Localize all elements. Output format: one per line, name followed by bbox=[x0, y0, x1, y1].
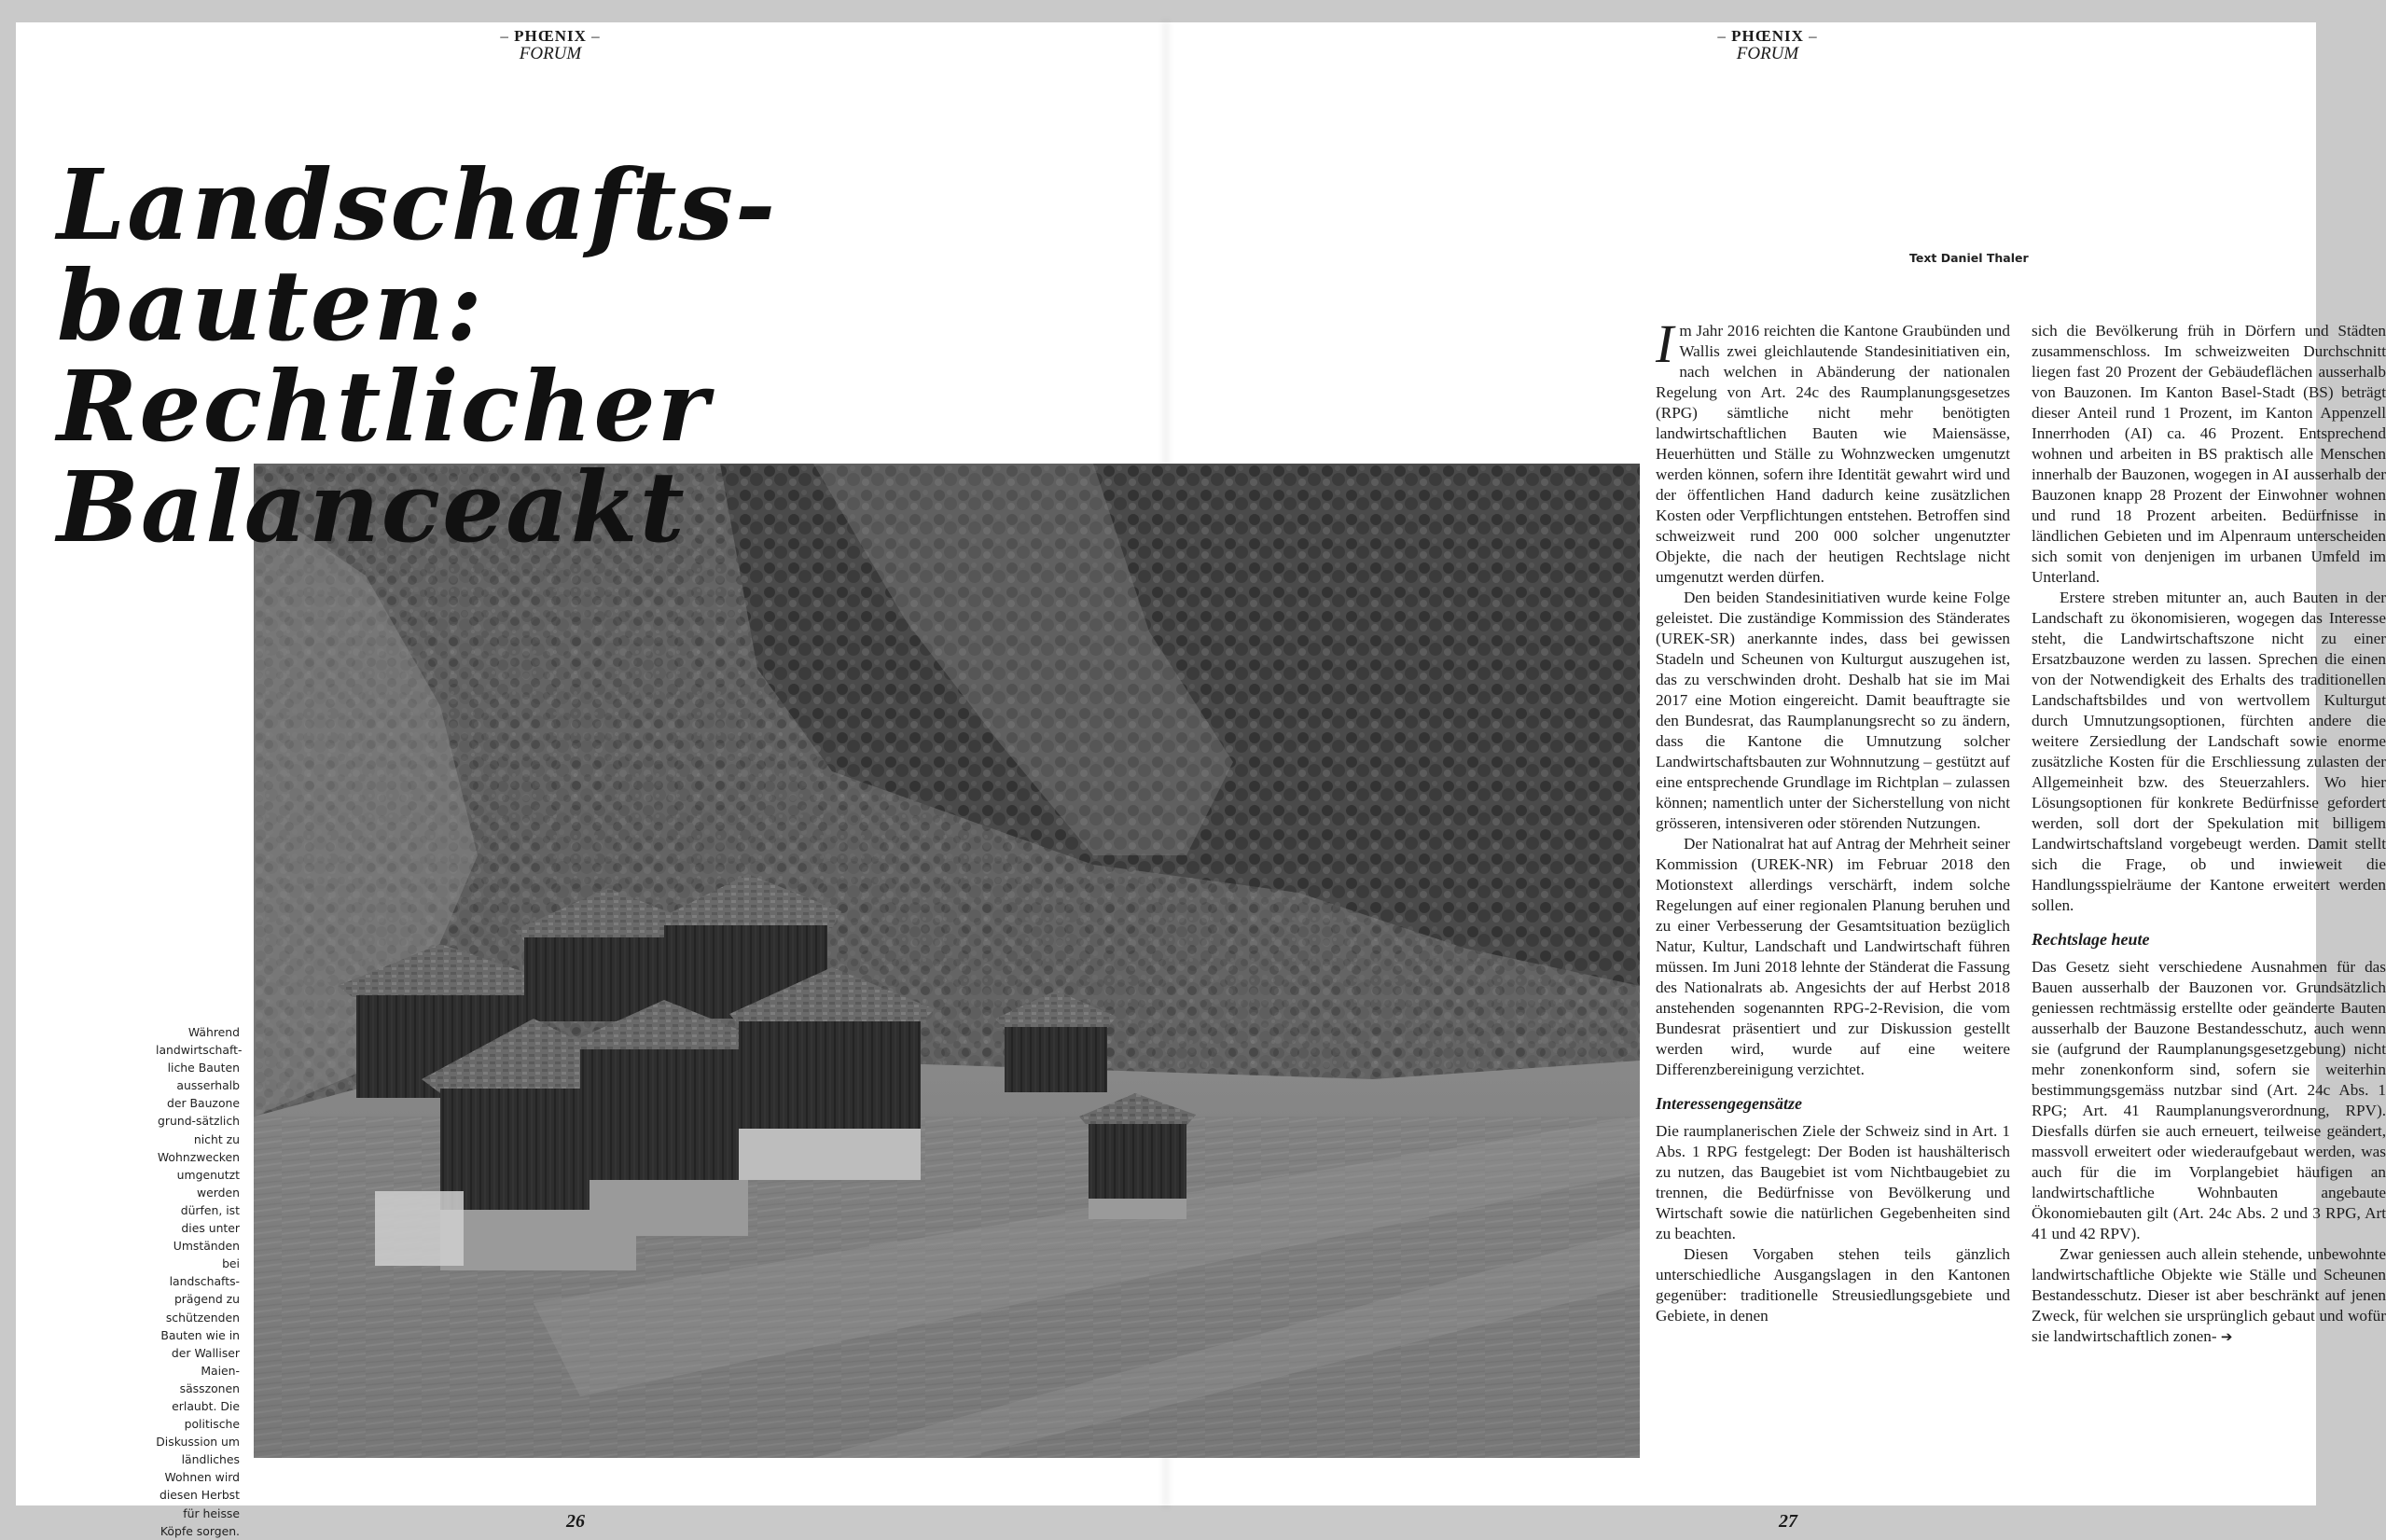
paragraph-text: Zwar geniessen auch allein stehende, unbewohnte landwirtschaftliche Objekte wie Ställe und Scheunen Bestandesschutz. Dieser ist aber beschränkt auf jenen Zweck, für welchen sie ursprünglich gebaut und wofür sie landwirtschaftlich zonen- bbox=[2032, 1245, 2386, 1345]
article-column-2 bbox=[2032, 321, 2386, 1347]
masthead-brand: PHŒNIX bbox=[1731, 27, 1804, 45]
masthead-section: FORUM bbox=[1736, 44, 1799, 63]
article-paragraph bbox=[2032, 1244, 2386, 1347]
masthead-right: – PHŒNIX – FORUM bbox=[1702, 28, 1833, 62]
headline-line: Balanceakt bbox=[57, 450, 687, 564]
subheading: Interessengegensätze bbox=[1656, 1094, 1802, 1113]
masthead-left: – PHŒNIX – FORUM bbox=[485, 28, 616, 62]
headline-line: Landschafts- bbox=[57, 147, 778, 262]
alpine-huts-photo bbox=[254, 464, 1640, 1458]
article-paragraph: Diesen Vorgaben stehen teils gänzlich unterschiedliche Ausgangslagen in den Kantonen gegenüber: traditionelle Streusiedlungsgebiete und Gebiete, in denen bbox=[1656, 1245, 2010, 1325]
byline: Text Daniel Thaler bbox=[1909, 251, 2029, 265]
paragraph-text: m Jahr 2016 reichten die Kantone Graubünden und Wallis zwei gleichlautende Standesinitiativen ein, nach welchen in Abänderung der nationalen Regelung von Art. 24c des Raumplanungsgesetzes (RPG) sämtliche nicht mehr benötigten landwirtschaftlichen Bauten wie Maiensässe, Heuerhütten und Ställe zu Wohnzwecken umgenutzt werden können, sofern ihre Identität gewahrt wird und der öffentlichen Hand dadurch keine zusätzlichen Kosten oder Verpflichtungen entstehen. Betroffen sind schweizweit rund 200 000 solcher ungenutzter Objekte, die nach der heutigen Rechtslage nicht umgenutzt werden dürfen. bbox=[1656, 322, 2010, 586]
article-paragraph: sich die Bevölkerung früh in Dörfern und Städten zusammenschloss. Im schweizweiten Durchschnitt liegen fast 20 Prozent der Gebäudeflächen ausserhalb von Bauzonen. Im Kanton Basel-Stadt (BS) beträgt dieser Anteil rund 1 Prozent, im Kanton Appenzell Innerrhoden (AI) ca. 46 Prozent. Entsprechend wohnen und arbeiten in BS praktisch alle Menschen innerhalb der Bauzonen, wogegen in AI ausserhalb der Bauzonen knapp 28 Prozent der Einwohner wohnen und rund 18 Prozent arbeiten. Bedürfnisse in ländlichen Gebieten und im Alpenraum unterscheiden sich somit von denjenigen im urbanen Umfeld im Unterland. bbox=[2032, 322, 2386, 586]
photo-caption: Während landwirtschaft-liche Bauten ausserhalb der Bauzone grund-sätzlich nicht zu Wohnzwecken umgenutzt werden dürfen, ist dies unter Umständen bei landschafts-prägend zu schützenden Bauten wie in der Walliser Maien-sässzonen erlaubt. Die politische Diskussion um ländliches Wohnen wird diesen Herbst für heisse Köpfe sorgen. bbox=[156, 1025, 243, 1538]
masthead-brand: PHŒNIX bbox=[514, 27, 587, 45]
article-paragraph bbox=[1656, 313, 2010, 588]
alpine-huts-photo-icon bbox=[254, 464, 1640, 1458]
headline-line: bauten: bbox=[57, 248, 484, 363]
page-number-left: 26 bbox=[566, 1511, 585, 1532]
drop-cap: I bbox=[1656, 313, 1674, 374]
article-paragraph: Der Nationalrat hat auf Antrag der Mehrheit seiner Kommission (UREK-NR) im Februar 2018 den Motionstext allerdings verschärft, indem solche Regelungen auf einer regionalen Planung beruhen und zu einer Verbesserung der Gesamtsituation bezüglich Natur, Kultur, Landschaft und Landwirtschaft führen müssen. Im Juni 2018 lehnte der Ständerat die Fassung des Nationalrats ab. Angesichts der auf Herbst 2018 anstehenden sogenannten RPG-2-Revision, die vom Bundesrat präsentiert und zur Diskussion gestellt werden wird, wurde auf eine weitere Differenzbereinigung verzichtet. bbox=[1656, 835, 2010, 1078]
headline bbox=[57, 147, 778, 564]
article-paragraph: Das Gesetz sieht verschiedene Ausnahmen für das Bauen ausserhalb der Bauzonen vor. Grundsätzlich geniessen rechtmässig erstellte oder geänderte Bauten ausserhalb der Bauzone Bestandesschutz, auch wenn sie (aufgrund der Raumplanungsgesetzgebung) nicht mehr zonenkonform sind, sofern sie weiterhin bestimmungsgemäss nutzbar sind (Art. 24c Abs. 1 RPG; Art. 41 Raumplanungsverordnung, RPV). Diesfalls dürfen sie auch erneuert, teilweise geändert, massvoll erweitert oder wiederaufgebaut werden, was auch für die im Vorplangebiet häufigen an landwirtschaftliche Wohnbauten angebaute Ökonomiebauten gilt (Art. 24c Abs. 2 und 3 RPG, Art 41 und 42 RPV). bbox=[2032, 958, 2386, 1242]
magazine-spread bbox=[16, 22, 2386, 1538]
subheading: Rechtslage heute bbox=[2032, 930, 2150, 949]
masthead-section: FORUM bbox=[519, 44, 582, 63]
page-number-right: 27 bbox=[1779, 1511, 1797, 1532]
headline-line: Rechtlicher bbox=[57, 349, 711, 464]
article-paragraph: Den beiden Standesinitiativen wurde keine Folge geleistet. Die zuständige Kommission des Ständerates (UREK-SR) anerkannte indes, dass bei gewissen Stadeln und Scheunen von Kulturgut auszugehen ist, das zu verschwinden droht. Deshalb hat sie im Mai 2017 eine Motion eingereicht. Damit beauftragte sie den Bundesrat, das Raumplanungsrecht so zu ändern, dass die Kantone die Umnutzung solcher Landwirtschaftsbauten zur Wohnnutzung – gestützt auf eine entsprechende Grundlage im Richtplan – zulassen können; namentlich unter der Sicherstellung von nicht grösseren, intensiveren oder störenden Nutzungen. bbox=[1656, 589, 2010, 832]
article-column-1 bbox=[1656, 313, 2010, 1326]
continue-arrow-icon: ➔ bbox=[2220, 1328, 2233, 1345]
article-paragraph: Erstere streben mitunter an, auch Bauten in der Landschaft zu ökonomisieren, wogegen das Interesse steht, die Landwirtschaftszone nicht zu einer Ersatzbauzone werden zu lassen. Sprechen die einen von der Notwendigkeit des Erhalts des traditionellen Landschaftsbildes und von wertvollem Kulturgut durch Umnutzungsoptionen, fürchten andere die weitere Zersiedlung der Landschaft sowie enorme zusätzliche Kosten für die Erschliessung zulasten der Allgemeinheit bzw. des Steuerzahlers. Wo hier Lösungsoptionen für konkrete Bedürfnisse gefordert werden, soll dort der Spekulation mit billigem Landwirtschaftsland vorgebeugt werden. Damit stellt sich die Frage, ob und inwieweit die Handlungsspielräume der Kantone erweitert werden sollen. bbox=[2032, 589, 2386, 914]
article-paragraph: Die raumplanerischen Ziele der Schweiz sind in Art. 1 Abs. 1 RPG festgelegt: Der Boden ist haushälterisch zu nutzen, das Baugebiet ist vom Nichtbaugebiet zu trennen, die Bedürfnisse von Bevölkerung und Wirtschaft sowie die natürlichen Gegebenheiten sind zu beachten. bbox=[1656, 1122, 2010, 1242]
